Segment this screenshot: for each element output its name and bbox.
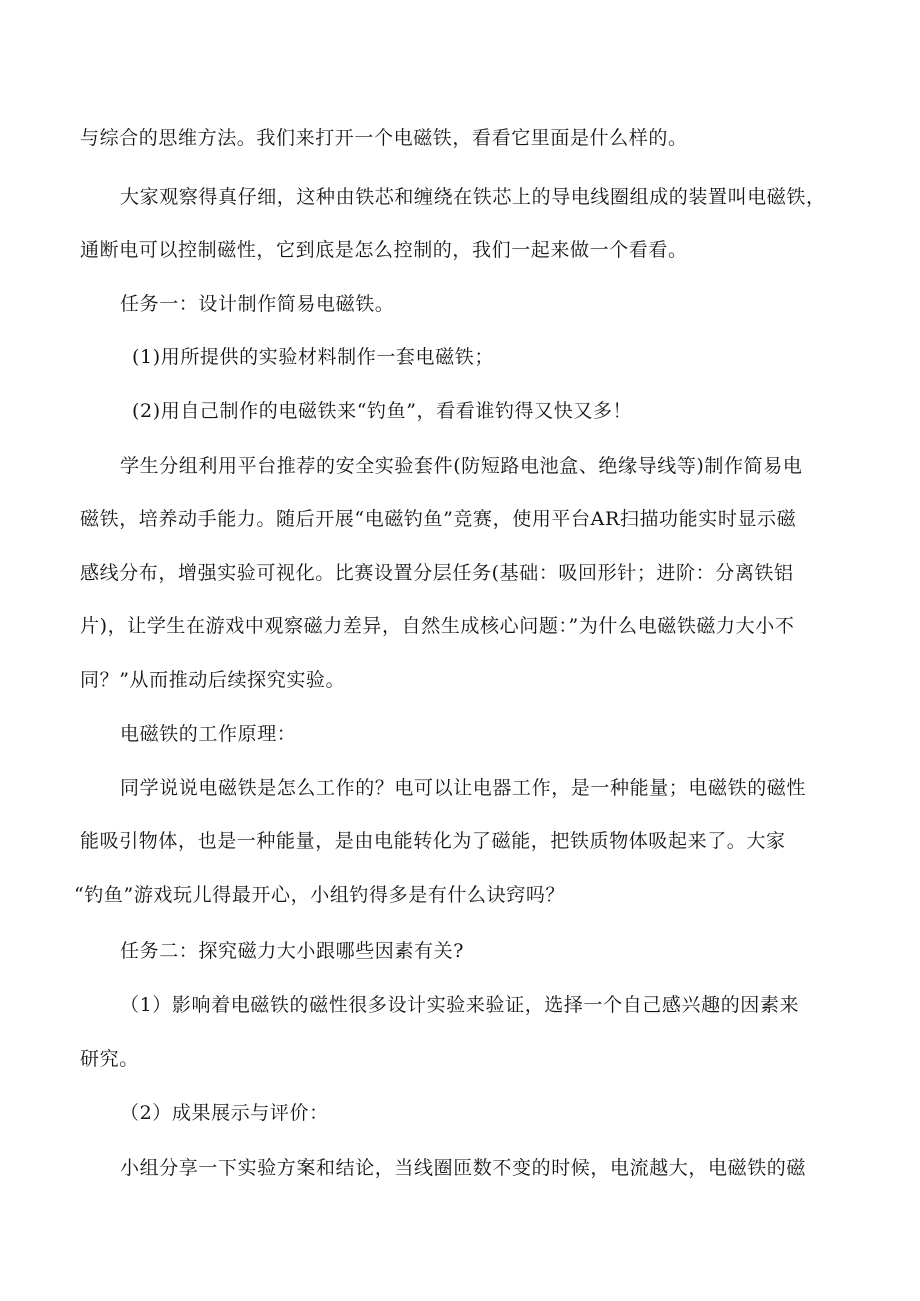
text-line: 研究。 — [80, 1048, 139, 1070]
text-line: 通断电可以控制磁性，它到底是怎么控制的，我们一起来做一个看看。 — [80, 239, 688, 261]
text-line: 磁铁，培养动手能力。随后开展“电磁钓鱼”竞赛，使用平台AR扫描功能实时显示磁 — [80, 508, 797, 530]
section-heading-task-two: 任务二：探究磁力大小跟哪些因素有关? — [120, 940, 464, 962]
text-line: 同学说说电磁铁是怎么工作的？电可以让电器工作，是一种能量；电磁铁的磁性 — [120, 777, 807, 799]
text-line: 片)，让学生在游戏中观察磁力差异，自然生成核心问题：”为什么电磁铁磁力大小不 — [80, 615, 795, 637]
text-line: 能吸引物体，也是一种能量，是由电能转化为了磁能，把铁质物体吸起来了。大家 — [80, 830, 786, 852]
list-item: （2）成果展示与评价： — [120, 1102, 329, 1124]
list-item: (2)用自己制作的电磁铁来“钓鱼”，看看谁钓得又快又多！ — [132, 400, 633, 422]
text-line: 与综合的思维方法。我们来打开一个电磁铁，看看它里面是什么样的。 — [80, 127, 688, 149]
list-item: (1)用所提供的实验材料制作一套电磁铁； — [132, 346, 494, 368]
section-heading-principle: 电磁铁的工作原理： — [120, 723, 297, 745]
section-heading-task-one: 任务一：设计制作简易电磁铁。 — [120, 293, 395, 315]
text-line: 感线分布，增强实验可视化。比赛设置分层任务(基础：吸回形针；进阶：分离铁铝 — [80, 562, 794, 584]
text-line: 大家观察得真仔细，这种由铁芯和缠绕在铁芯上的导电线圈组成的装置叫电磁铁， — [120, 186, 826, 208]
text-line: 小组分享一下实验方案和结论，当线圈匝数不变的时候，电流越大，电磁铁的磁 — [120, 1157, 807, 1179]
list-item: （1）影响着电磁铁的磁性很多设计实验来验证，选择一个自己感兴趣的因素来 — [120, 994, 800, 1016]
text-line: “钓鱼”游戏玩儿得最开心，小组钓得多是有什么诀窍吗？ — [74, 884, 566, 906]
text-line: 学生分组利用平台推荐的安全实验套件(防短路电池盒、绝缘导线等)制作简易电 — [120, 455, 803, 477]
text-line: 同？”从而推动后续探究实验。 — [80, 669, 346, 691]
